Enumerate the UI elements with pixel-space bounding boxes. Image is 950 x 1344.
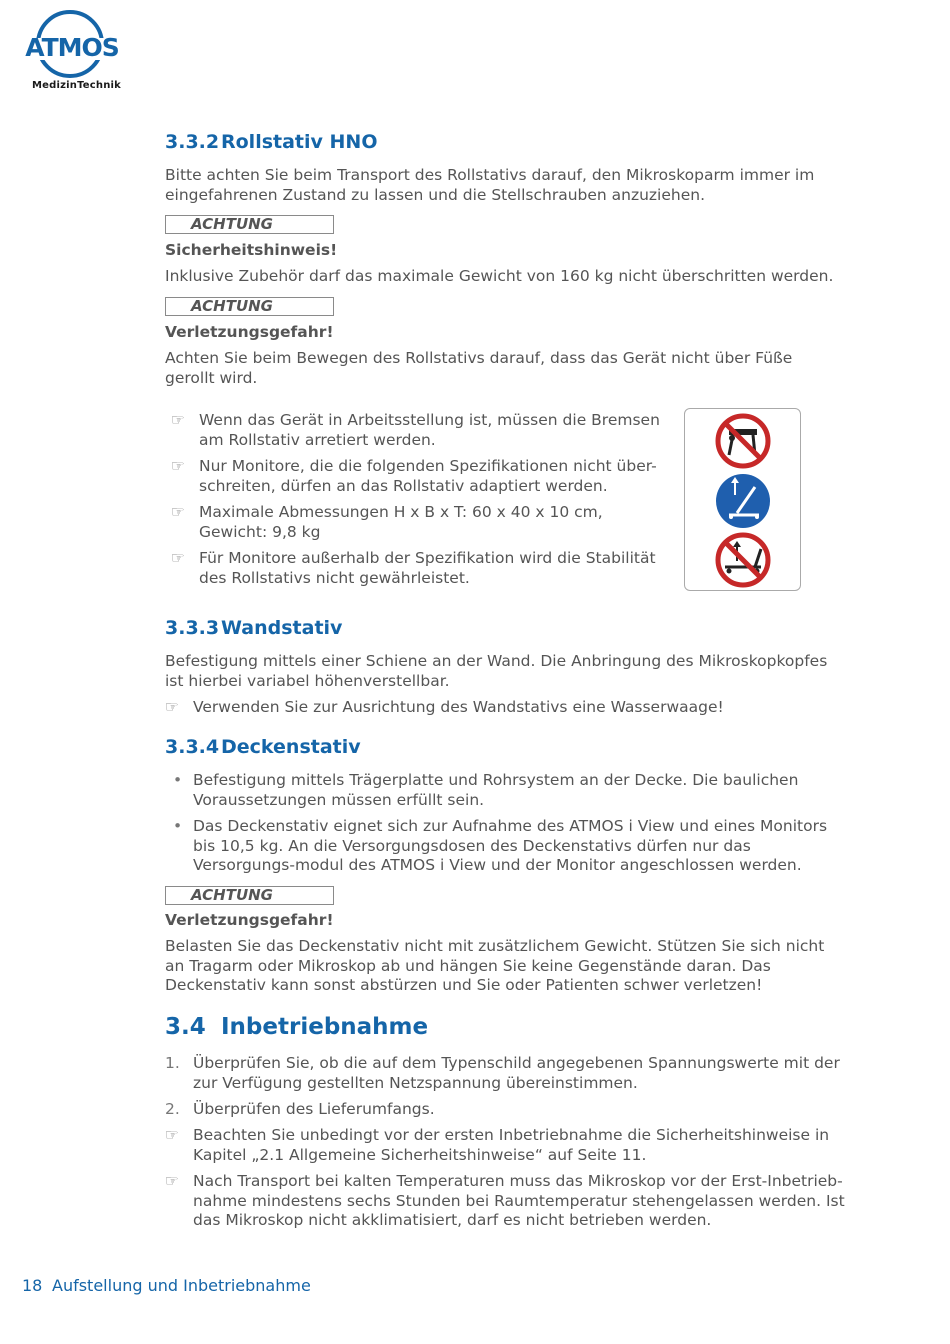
section-intro: Bitte achten Sie beim Transport des Rollstativs darauf, den Mikroskoparm immer im eingefahrenen Zustand zu lassen und die Stellschrauben anzuziehen.: [165, 166, 815, 204]
no-lifting-sign-icon: [718, 535, 768, 585]
section-text: Befestigung mittels einer Schiene an der Wand. Die Anbringung des Mikroskopkopfes ist hierbei variabel höhenverstellbar.: [165, 652, 828, 690]
warning-text: Inklusive Zubehör darf das maximale Gewicht von 160 kg nicht überschritten werden.: [165, 267, 834, 285]
hand-pointer-icon: ☞: [165, 1126, 179, 1144]
warning-label: ACHTUNG: [165, 886, 334, 905]
hand-pointer-icon: ☞: [171, 503, 185, 521]
no-pushing-sign-icon: [718, 416, 768, 466]
warning-title: Sicherheitshinweis!: [165, 241, 338, 259]
hand-pointer-icon: ☞: [171, 457, 185, 475]
warning-label: ACHTUNG: [165, 215, 334, 234]
section-heading-3-4: 3.4 Inbetriebnahme: [165, 1014, 429, 1040]
section-heading-3-3-4: 3.3.4Deckenstativ: [165, 736, 361, 758]
section-heading-3-3-3: 3.3.3Wandstativ: [165, 617, 343, 639]
warning-text: Achten Sie beim Bewegen des Rollstativs darauf, dass das Gerät nicht über Füße gerollt wird.: [165, 349, 793, 387]
chapter-title: Aufstellung und Inbetriebnahme: [52, 1276, 311, 1295]
warning-title: Verletzungsgefahr!: [165, 323, 334, 341]
hand-pointer-icon: ☞: [171, 411, 185, 429]
section-heading-3-3-2: 3.3.2Rollstativ HNO: [165, 131, 378, 153]
page-number: 18: [22, 1276, 43, 1295]
warning-label: ACHTUNG: [165, 297, 334, 316]
hand-pointer-icon: ☞: [165, 1172, 179, 1190]
hand-pointer-icon: ☞: [171, 549, 185, 567]
logo-subtitle: MedizinTechnik: [32, 80, 122, 91]
warning-title: Verletzungsgefahr!: [165, 911, 334, 929]
safety-signs-panel: [684, 408, 801, 591]
warning-text: Belasten Sie das Deckenstativ nicht mit zusätzlichem Gewicht. Stützen Sie sich nicht an Tragarm oder Mikroskop ab und hängen Sie keine Gegenstände daran. Das Deckenstativ kann sonst abstürzen und Sie oder Patienten schwer verletzen!: [165, 937, 825, 994]
lift-mandatory-sign-icon: [716, 474, 770, 528]
hand-pointer-icon: ☞: [165, 698, 179, 716]
logo-text: ATMOS: [25, 33, 119, 62]
